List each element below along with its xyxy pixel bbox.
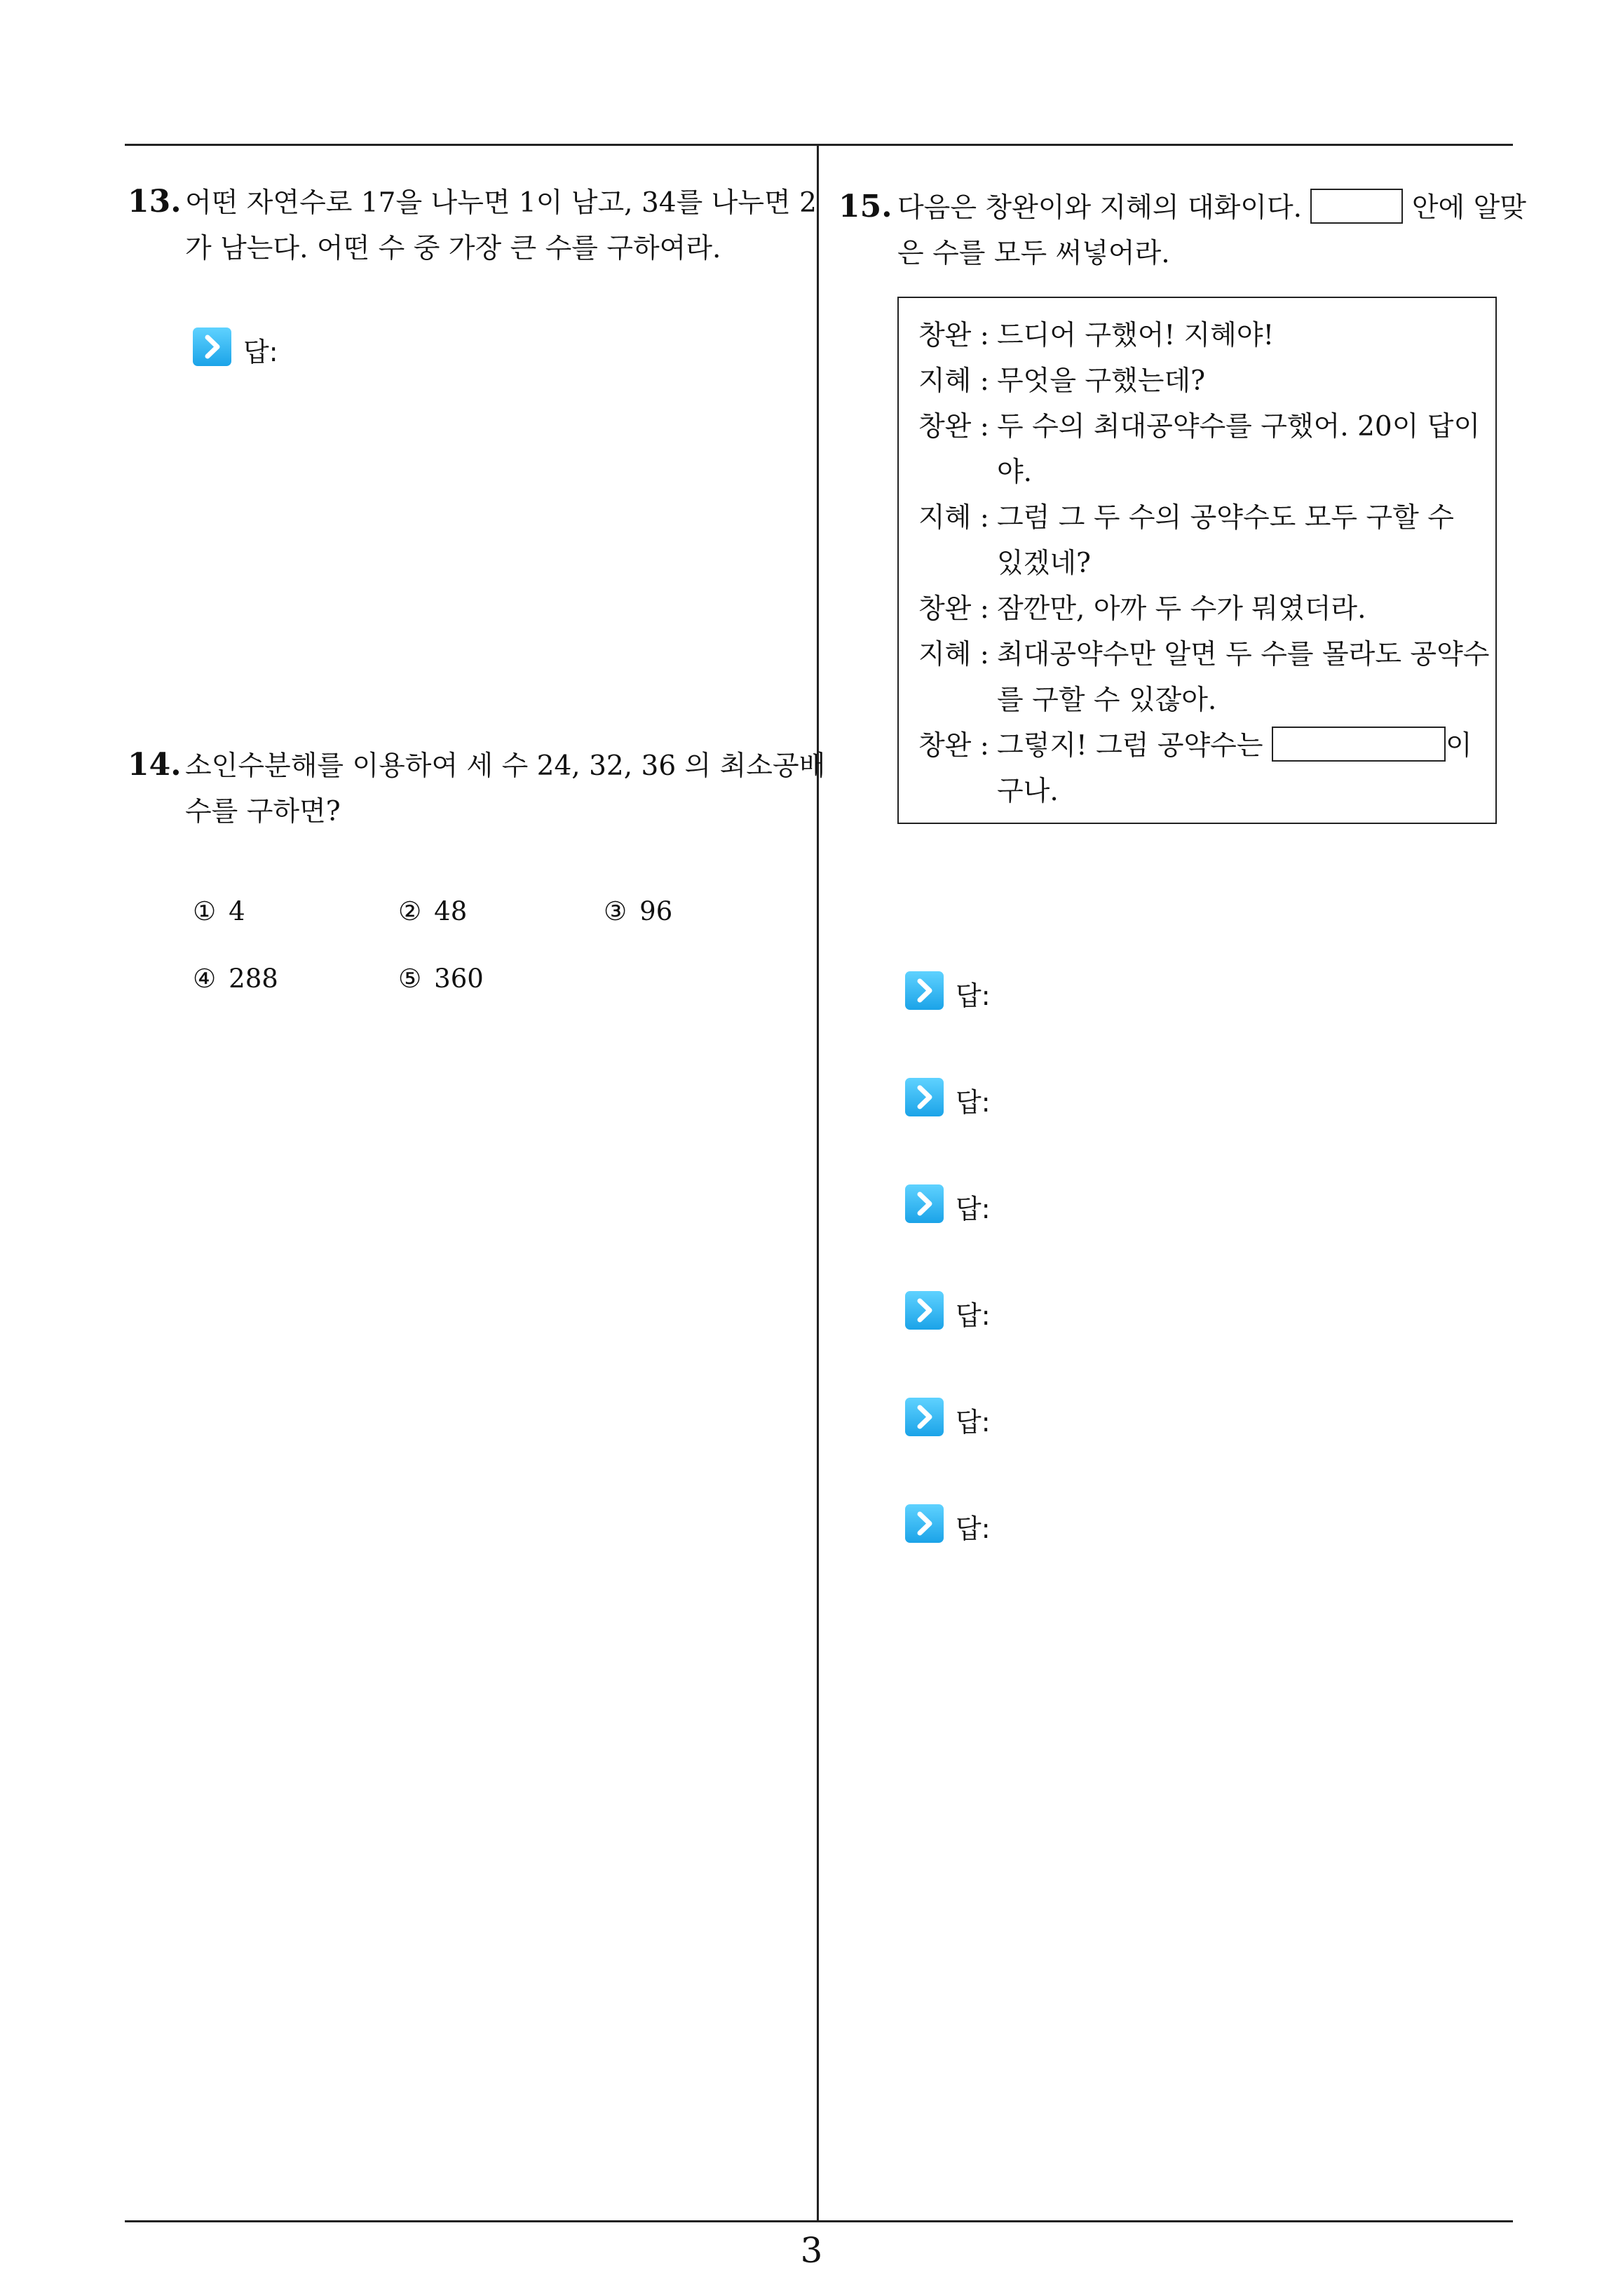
question-15 (838, 184, 1526, 282)
answer-row-15-3[interactable] (905, 1184, 1115, 1227)
dialog-text: 드디어 구했어! 지혜야! (997, 320, 1275, 351)
answer-label: 답: (956, 1407, 991, 1438)
chevron-right-icon (905, 971, 944, 1010)
choice-text: 4 (229, 896, 245, 926)
dialog-text: 무엇을 구했는데? (997, 365, 1206, 397)
question-line (897, 185, 1526, 231)
dialog-speaker: 창완 : (918, 730, 989, 762)
question-line: 가 남는다. 어떤 수 중 가장 큰 수를 구하여라. (185, 233, 721, 264)
column-divider (817, 146, 819, 2220)
choice-mark: ① (193, 896, 217, 926)
dialog-speaker: 창완 : (918, 411, 989, 443)
chevron-right-icon (193, 327, 231, 366)
question-number: 15. (838, 189, 892, 224)
choice-mark: ② (398, 896, 422, 926)
dialog-speaker: 지혜 : (918, 502, 989, 534)
question-line: 수를 구하면? (185, 796, 341, 828)
dialog-text: 잠깐만, 아까 두 수가 뭐였더라. (997, 593, 1366, 625)
dialog-speaker: 창완 : (918, 593, 989, 625)
question-line: 어떤 자연수로 17을 나누면 1이 남고, 34를 나누면 2 (185, 187, 817, 219)
dialog-speaker: 지혜 : (918, 365, 989, 397)
choice-2[interactable] (398, 896, 467, 926)
choice-text: 360 (434, 964, 484, 994)
question-13 (128, 179, 817, 277)
blank-box (1310, 189, 1403, 224)
dialog-speaker: 창완 : (918, 320, 989, 351)
chevron-right-icon (905, 1184, 944, 1223)
choice-mark: ④ (193, 964, 217, 994)
choice-text: 288 (229, 964, 278, 994)
answer-row-13[interactable] (193, 327, 403, 370)
answer-row-15-1[interactable] (905, 971, 1115, 1013)
dialog-text-end: 이 (1445, 730, 1472, 762)
answer-label: 답: (956, 1194, 991, 1224)
page-number: 3 (800, 2230, 823, 2271)
chevron-right-icon (905, 1078, 944, 1116)
choice-mark: ⑤ (398, 964, 422, 994)
choice-3[interactable] (604, 896, 672, 926)
question-line-end: 안에 알맞 (1411, 192, 1526, 224)
chevron-right-icon (905, 1504, 944, 1543)
dialog-text: 구나. (997, 776, 1059, 807)
question-text (185, 743, 825, 835)
dialog-text: 두 수의 최대공약수를 구했어. 20이 답이 (997, 411, 1481, 443)
choice-text: 48 (434, 896, 468, 926)
answer-label: 답: (956, 1087, 991, 1118)
top-rule (125, 144, 1513, 146)
question-text (185, 180, 817, 271)
choice-mark: ③ (604, 896, 627, 926)
blank-box (1272, 727, 1446, 762)
chevron-right-icon (905, 1398, 944, 1436)
dialog-text: 그럼 그 두 수의 공약수도 모두 구할 수 (997, 502, 1454, 534)
answer-label: 답: (243, 337, 278, 367)
choice-text: 96 (639, 896, 673, 926)
dialog-text: 를 구할 수 있잖아. (997, 684, 1217, 716)
question-14 (128, 742, 826, 840)
question-number: 14. (128, 747, 182, 783)
answer-row-15-5[interactable] (905, 1398, 1115, 1440)
answer-label: 답: (956, 1513, 991, 1544)
answer-row-15-6[interactable] (905, 1504, 1115, 1546)
dialog-text: 있겠네? (997, 548, 1091, 579)
dialog-text: 야. (997, 457, 1033, 488)
chevron-right-icon (905, 1291, 944, 1330)
dialog-text (997, 724, 1472, 763)
dialog-box (897, 297, 1497, 824)
dialog-text: 최대공약수만 알면 두 수를 몰라도 공약수 (997, 639, 1490, 670)
answer-row-15-4[interactable] (905, 1291, 1115, 1333)
answer-label: 답: (956, 1300, 991, 1331)
question-line-start: 다음은 창완이와 지혜의 대화이다. (897, 192, 1303, 224)
choice-4[interactable] (193, 964, 278, 994)
question-number: 13. (128, 184, 182, 220)
choice-1[interactable] (193, 896, 245, 926)
dialog-speaker: 지혜 : (918, 639, 989, 670)
choice-5[interactable] (398, 964, 484, 994)
question-line: 은 수를 모두 써넣어라. (897, 238, 1170, 269)
answer-row-15-2[interactable] (905, 1078, 1115, 1120)
answer-label: 답: (956, 980, 991, 1011)
bottom-rule (125, 2220, 1513, 2222)
question-line: 소인수분해를 이용하여 세 수 24, 32, 36 의 최소공배 (185, 750, 826, 782)
dialog-text-start: 그렇지! 그럼 공약수는 (997, 730, 1263, 762)
question-text (897, 185, 1526, 276)
